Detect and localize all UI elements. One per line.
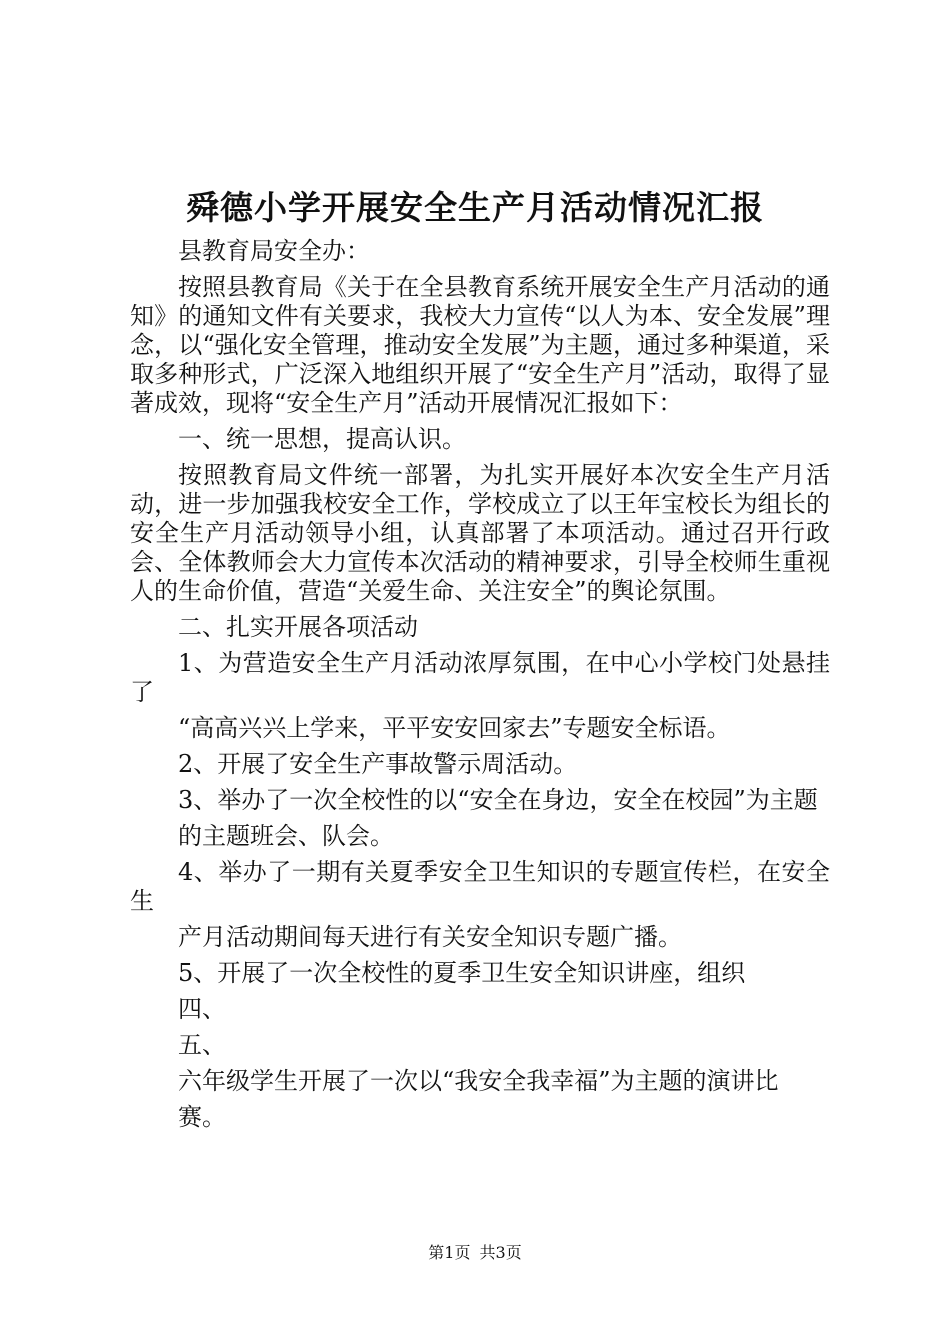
activity-item-4: 4、举办了一期有关夏季安全卫生知识的专题宣传栏，在安全生 [130,858,830,915]
list-marker-5: 五、 [178,1031,226,1059]
activity-item-4-cont: 产月活动期间每天进行有关安全知识专题广播。 [178,923,682,951]
page-number: 第1页 [428,1243,471,1262]
page-total: 共3页 [479,1243,522,1262]
list-marker-4: 四、 [178,995,226,1023]
activity-item-5-end: 赛。 [178,1103,226,1131]
activity-item-5: 5、开展了一次全校性的夏季卫生安全知识讲座，组织 [178,959,746,987]
section-1-paragraph: 按照教育局文件统一部署，为扎实开展好本次安全生产月活动，进一步加强我校安全工作，学校成立了以王年宝校长为组长的安全生产月活动领导小组，认真部署了本项活动。通过召开行政会、全体教师会大力宣传本次活动的精神要求，引导全校师生重视人的生命价值，营造“关爱生命、关注安全”的舆论氛围。 [130,461,830,605]
activity-item-3: 3、举办了一次全校性的以“安全在身边，安全在校园”为主题 [178,786,818,814]
activity-item-1: 1、为营造安全生产月活动浓厚氛围，在中心小学校门处悬挂了 [130,649,830,706]
salutation: 县教育局安全办： [178,237,370,265]
section-heading-2: 二、扎实开展各项活动 [178,613,418,641]
document-title: 舜德小学开展安全生产月活动情况汇报 [186,188,764,227]
intro-paragraph: 按照县教育局《关于在全县教育系统开展安全生产月活动的通知》的通知文件有关要求，我校大力宣传“以人为本、安全发展”理念，以“强化安全管理，推动安全发展”为主题，通过多种渠道，采取多种形式，广泛深入地组织开展了“安全生产月”活动，取得了显著成效，现将“安全生产月”活动开展情况汇报如下： [130,273,830,417]
document-body [130,237,830,1139]
page-footer [0,1241,950,1265]
activity-item-1-cont: “高高兴兴上学来，平平安安回家去”专题安全标语。 [178,714,731,742]
activity-item-2: 2、开展了安全生产事故警示周活动。 [178,750,578,778]
activity-item-3-cont: 的主题班会、队会。 [178,822,394,850]
activity-item-5-cont: 六年级学生开展了一次以“我安全我幸福”为主题的演讲比 [178,1067,779,1095]
section-heading-1: 一、统一思想，提高认识。 [178,425,466,453]
